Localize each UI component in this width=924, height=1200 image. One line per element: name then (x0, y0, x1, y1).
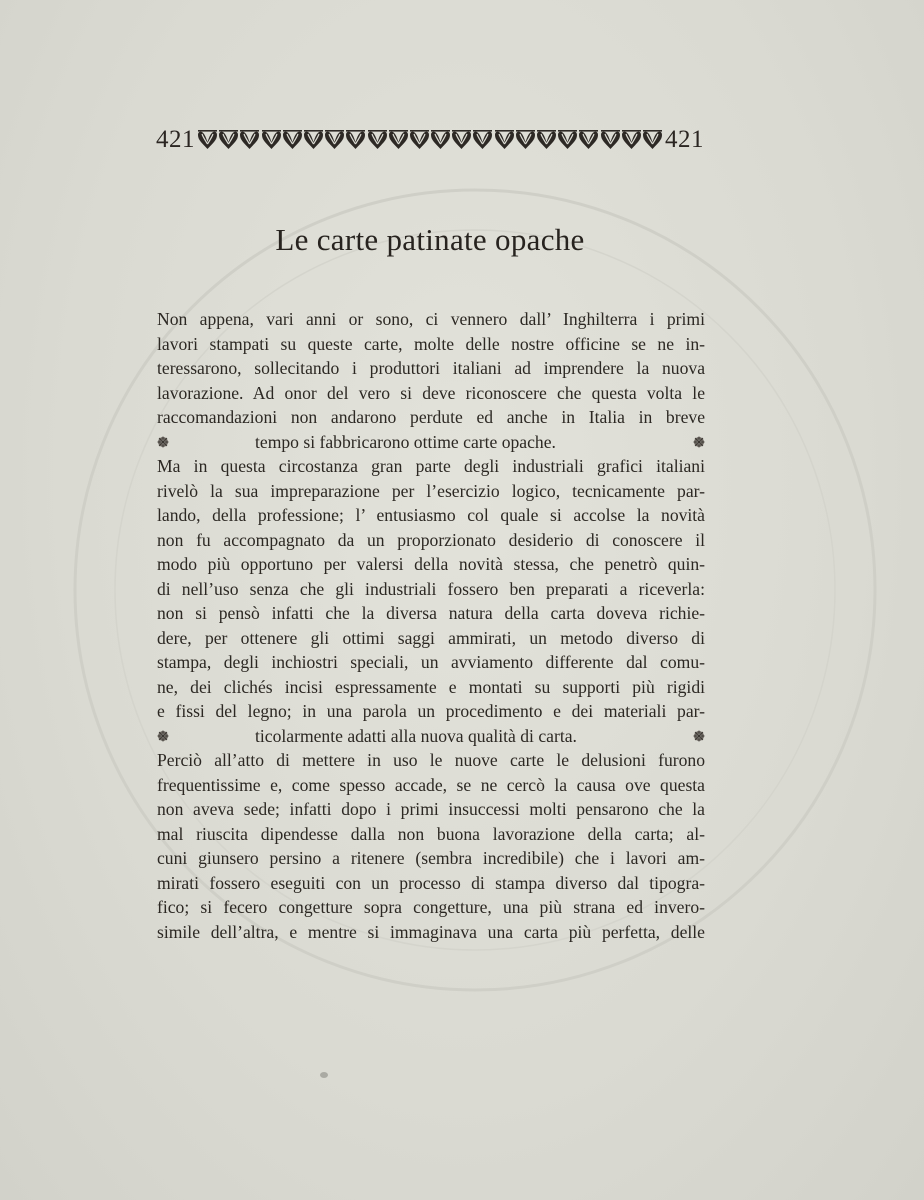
text-line: lando, della professione; l’ entusiasmo col quale si accolse la novità (157, 505, 705, 525)
closing-line (157, 724, 705, 749)
leaf-ornament-icon (261, 130, 282, 150)
leaf-ornament-icon (388, 130, 409, 150)
page-number-right: 421 (665, 126, 704, 153)
text-line: lavori stampati su queste carte, molte delle nostre officine se ne in- (157, 333, 705, 354)
leaf-ornament-icon (642, 130, 663, 150)
leaf-ornament-icon (578, 130, 599, 150)
text-line: simile dell’altra, e mentre si immaginava una carta più perfetta, delle (157, 921, 705, 942)
text-line: cuni giunsero persino a ritenere (sembra incredibile) che i lavori am- (157, 848, 705, 868)
text-line: fico; si fecero congetture sopra congetture, una più strana ed invero- (157, 897, 705, 917)
text-line: teressarono, sollecitando i produttori italiani ad imprendere la nuova (157, 358, 705, 378)
leaf-ornament-icon (472, 130, 493, 150)
leaf-ornament-icon (303, 130, 324, 150)
closing-line-text: ticolarmente adatti alla nuova qualità di carta. (255, 725, 577, 746)
text-line: Non appena, vari anni or sono, ci vennero dall’ Inghilterra i primi (157, 309, 705, 329)
text-line: non aveva sede; infatti dopo i primi insuccessi molti pensarono che la (157, 799, 705, 819)
leaf-ornament-icon (367, 130, 388, 150)
text-line: e fissi del legno; in una parola un procedimento e dei materiali par- (157, 701, 705, 721)
leaf-ornament-icon (600, 130, 621, 150)
fleuron-icon (157, 724, 169, 749)
leaf-ornament-icon (515, 130, 536, 150)
leaf-ornament-icon (282, 130, 303, 150)
text-line: non fu accompagnato da un proporzionato desiderio di conoscere il (157, 529, 705, 550)
leaf-ornament-icon (536, 130, 557, 150)
leaf-ornament-icon (621, 130, 642, 150)
text-line: raccomandazioni non andarono perdute ed anche in Italia in breve (157, 407, 705, 427)
text-line: non si pensò infatti che la diversa natura della carta doveva richie- (157, 603, 705, 623)
leaf-ornament-icon (324, 130, 345, 150)
paper-speck (320, 1072, 328, 1078)
fleuron-icon (693, 724, 705, 749)
body-text (157, 307, 705, 944)
leaf-ornament-icon (218, 130, 239, 150)
text-line: modo più opportuno per valersi della novità stessa, che penetrò quin- (157, 554, 705, 574)
text-line: dere, per ottenere gli ottimi saggi ammirati, un metodo diverso di (157, 627, 705, 648)
page-number-left: 421 (156, 126, 195, 153)
ornament-band (197, 129, 663, 151)
leaf-ornament-icon (345, 130, 366, 150)
text-line: mal riuscita dipendesse dalla non buona lavorazione della carta; al- (157, 823, 705, 844)
chapter-title: Le carte patinate opache (275, 222, 585, 257)
leaf-ornament-icon (409, 130, 430, 150)
fleuron-icon (157, 430, 169, 455)
leaf-ornament-icon (494, 130, 515, 150)
text-line: stampa, degli inchiostri speciali, un avviamento differente dal comu- (157, 652, 705, 672)
running-header (156, 124, 704, 156)
text-line: mirati fossero eseguiti con un processo di stampa diverso dal tipogra- (157, 872, 705, 893)
closing-line-text: tempo si fabbricarono ottime carte opache. (255, 431, 556, 452)
leaf-ornament-icon (197, 130, 218, 150)
text-line: frequentissime e, come spesso accade, se ne cercò la causa ove questa (157, 774, 705, 795)
text-line: Ma in questa circostanza gran parte degli industriali grafici italiani (157, 456, 705, 476)
text-line: lavorazione. Ad onor del vero si deve riconoscere che questa volta le (157, 382, 705, 403)
text-line: di nell’uso senza che gli industriali fossero ben preparati a riceverla: (157, 578, 705, 599)
text-line: Perciò all’atto di mettere in uso le nuove carte le delusioni furono (157, 750, 705, 770)
leaf-ornament-icon (430, 130, 451, 150)
text-line: ne, dei clichés incisi espressamente e montati su supporti più rigidi (157, 676, 705, 697)
fleuron-icon (693, 430, 705, 455)
leaf-ornament-icon (451, 130, 472, 150)
text-line: rivelò la sua impreparazione per l’esercizio logico, tecnicamente par- (157, 480, 705, 501)
leaf-ornament-icon (557, 130, 578, 150)
leaf-ornament-icon (239, 130, 260, 150)
closing-line (157, 430, 705, 455)
